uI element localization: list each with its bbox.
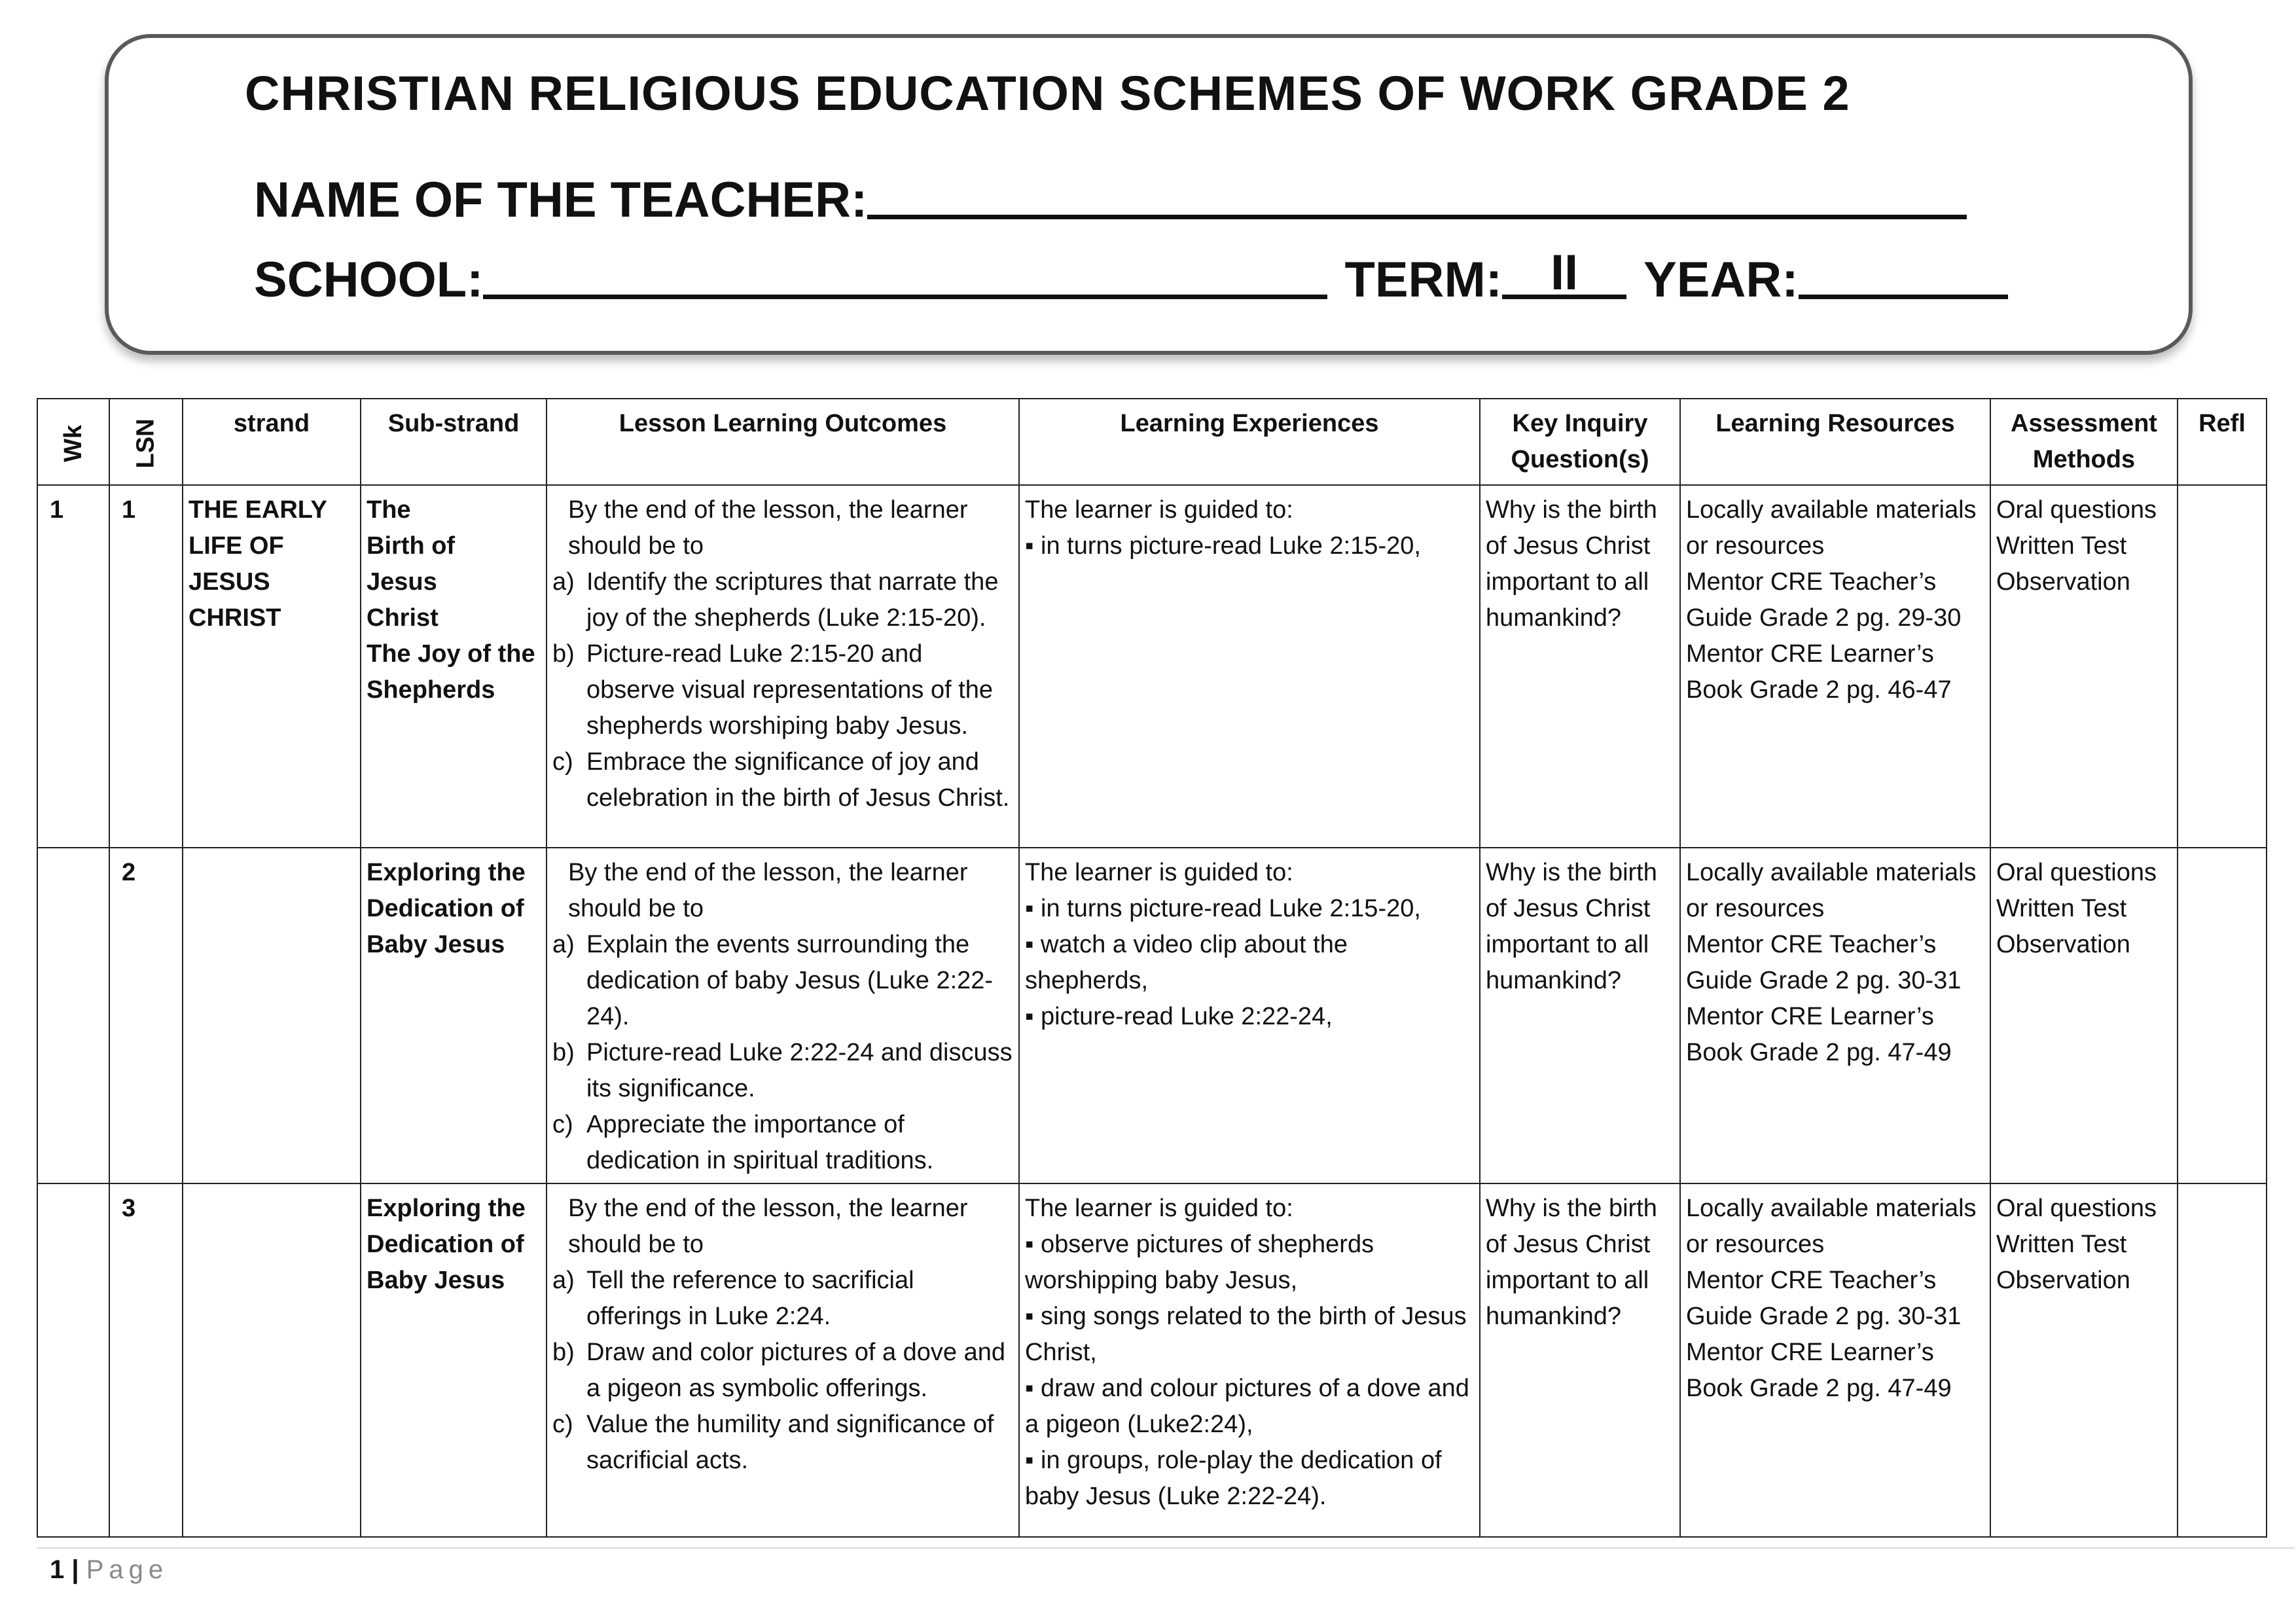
- teacher-label: NAME OF THE TEACHER:: [254, 172, 868, 228]
- list-item: ▪ picture-read Luke 2:22-24,: [1025, 1003, 1333, 1030]
- resources-cell: Locally available materials or resources Mentor CRE Teacher’s Guide Grade 2 pg. 30-31 Mentor CRE Learner’s Book Grade 2 pg. 47-49: [1680, 848, 1990, 1183]
- table-row: [37, 485, 2267, 848]
- inquiry-cell: Why is the birth of Jesus Christ important to all humankind?: [1480, 485, 1680, 848]
- col-sub-strand: Sub-strand: [361, 399, 547, 485]
- assessment-cell: Oral questions Written Test Observation: [1990, 485, 2178, 848]
- teacher-line: [254, 171, 1967, 228]
- outcomes-cell: By the end of the lesson, the learner should be to a) Tell the reference to sacrificial offerings in Luke 2:24. b) Draw and color pictures of a dove and a pigeon as symbolic offerings. c) Value the humility and significance of sacrificial acts.: [547, 1183, 1019, 1537]
- list-item: ▪ sing songs related to the birth of Jesus Christ,: [1025, 1303, 1467, 1366]
- assessment-cell: Oral questions Written Test Observation: [1990, 848, 2178, 1183]
- col-outcomes: Lesson Learning Outcomes: [547, 399, 1019, 485]
- document-title: CHRISTIAN RELIGIOUS EDUCATION SCHEMES OF WORK GRADE 2: [245, 66, 1850, 120]
- list-item: c) Value the humility and significance of sacrificial acts.: [552, 1411, 994, 1474]
- school-term-year-line: [254, 245, 2008, 308]
- resources-cell: Locally available materials or resources Mentor CRE Teacher’s Guide Grade 2 pg. 29-30 Mentor CRE Learner’s Book Grade 2 pg. 46-47: [1680, 485, 1990, 848]
- year-blank[interactable]: [1799, 289, 2008, 299]
- school-label: SCHOOL:: [254, 252, 484, 308]
- strand-cell: THE EARLY LIFE OF JESUS CHRIST: [183, 485, 361, 848]
- list-item: c) Embrace the significance of joy and celebration in the birth of Jesus Christ.: [552, 748, 1010, 812]
- list-item: ▪ in turns picture-read Luke 2:15-20,: [1025, 532, 1421, 560]
- list-item: ▪ observe pictures of shepherds worshipping baby Jesus,: [1025, 1231, 1374, 1294]
- col-reflection: Refl: [2178, 399, 2267, 485]
- resources-cell: Locally available materials or resources Mentor CRE Teacher’s Guide Grade 2 pg. 30-31 Mentor CRE Learner’s Book Grade 2 pg. 47-49: [1680, 1183, 1990, 1537]
- col-wk: Wk: [37, 399, 109, 485]
- list-item: ▪ watch a video clip about the shepherds,: [1025, 931, 1348, 994]
- page-word: Page: [86, 1555, 169, 1584]
- experiences-cell: The learner is guided to: ▪ observe pictures of shepherds worshipping baby Jesus, ▪ sing songs related to the birth of Jesus Christ, ▪ draw and colour pictures of a dove and a pigeon (Luke2:24), ▪ in groups, role-play the dedication of baby Jesus (Luke 2:22-24).: [1019, 1183, 1480, 1537]
- term-value: II: [1550, 245, 1579, 300]
- week-cell: 1: [37, 485, 109, 848]
- list-item: c) Appreciate the importance of dedication in spiritual traditions.: [552, 1111, 934, 1174]
- table-row: [37, 848, 2267, 1183]
- col-resources: Learning Resources: [1680, 399, 1990, 485]
- footer-separator: |: [71, 1555, 79, 1584]
- experiences-cell: The learner is guided to: ▪ in turns picture-read Luke 2:15-20, ▪ watch a video clip about the shepherds, ▪ picture-read Luke 2:22-24,: [1019, 848, 1480, 1183]
- col-inquiry: Key Inquiry Question(s): [1480, 399, 1680, 485]
- inquiry-cell: Why is the birth of Jesus Christ important to all humankind?: [1480, 1183, 1680, 1537]
- list-item: a) Tell the reference to sacrificial offerings in Luke 2:24.: [552, 1267, 914, 1330]
- list-item: b) Picture-read Luke 2:22-24 and discuss its significance.: [552, 1039, 1013, 1102]
- table-row: [37, 1183, 2267, 1537]
- assessment-cell: Oral questions Written Test Observation: [1990, 1183, 2178, 1537]
- list-item: b) Picture-read Luke 2:15-20 and observe visual representations of the shepherds worshiping baby Jesus.: [552, 640, 994, 740]
- reflection-cell[interactable]: [2178, 1183, 2267, 1537]
- year-label: YEAR:: [1643, 252, 1799, 308]
- lesson-cell: 1: [109, 485, 183, 848]
- list-item: a) Identify the scriptures that narrate the joy of the shepherds (Luke 2:15-20).: [552, 568, 999, 632]
- strand-cell: [183, 1183, 361, 1537]
- list-item: a) Explain the events surrounding the dedication of baby Jesus (Luke 2:22-24).: [552, 931, 994, 1030]
- outcomes-cell: By the end of the lesson, the learner should be to a) Explain the events surrounding the dedication of baby Jesus (Luke 2:22-24). b) Picture-read Luke 2:22-24 and discuss its significance. c) Appreciate the importance of dedication in spiritual traditions.: [547, 848, 1019, 1183]
- page-number: 1: [50, 1555, 65, 1584]
- col-experiences: Learning Experiences: [1019, 399, 1480, 485]
- reflection-cell[interactable]: [2178, 485, 2267, 848]
- inquiry-cell: Why is the birth of Jesus Christ important to all humankind?: [1480, 848, 1680, 1183]
- page-footer: [50, 1555, 168, 1585]
- col-lsn: LSN: [109, 399, 183, 485]
- term-blank[interactable]: [1502, 245, 1626, 300]
- schemes-table: [37, 398, 2267, 1538]
- sub-strand-cell: Exploring the Dedication of Baby Jesus: [361, 848, 547, 1183]
- col-assessment: Assessment Methods: [1990, 399, 2178, 485]
- experiences-cell: The learner is guided to: ▪ in turns picture-read Luke 2:15-20,: [1019, 485, 1480, 848]
- list-item: ▪ in turns picture-read Luke 2:15-20,: [1025, 895, 1421, 922]
- sub-strand-cell: Exploring the Dedication of Baby Jesus: [361, 1183, 547, 1537]
- footer-divider: [37, 1547, 2295, 1549]
- teacher-blank[interactable]: [867, 209, 1967, 219]
- lesson-cell: 3: [109, 1183, 183, 1537]
- list-item: ▪ in groups, role-play the dedication of baby Jesus (Luke 2:22-24).: [1025, 1447, 1442, 1510]
- week-cell: [37, 848, 109, 1183]
- sub-strand-cell: The Birth of Jesus Christ The Joy of the Shepherds: [361, 485, 547, 848]
- list-item: ▪ draw and colour pictures of a dove and a pigeon (Luke2:24),: [1025, 1375, 1469, 1438]
- lesson-cell: 2: [109, 848, 183, 1183]
- header-row: [37, 399, 2267, 485]
- col-strand: strand: [183, 399, 361, 485]
- term-label: TERM:: [1344, 252, 1503, 308]
- reflection-cell[interactable]: [2178, 848, 2267, 1183]
- school-blank[interactable]: [483, 289, 1327, 299]
- week-cell: [37, 1183, 109, 1537]
- outcomes-cell: By the end of the lesson, the learner should be to a) Identify the scriptures that narrate the joy of the shepherds (Luke 2:15-20). b) Picture-read Luke 2:15-20 and observe visual representations of the shepherds worshiping baby Jesus. c) Embrace the significance of joy and celebration in the birth of Jesus Christ.: [547, 485, 1019, 848]
- list-item: b) Draw and color pictures of a dove and a pigeon as symbolic offerings.: [552, 1339, 1006, 1402]
- strand-cell: [183, 848, 361, 1183]
